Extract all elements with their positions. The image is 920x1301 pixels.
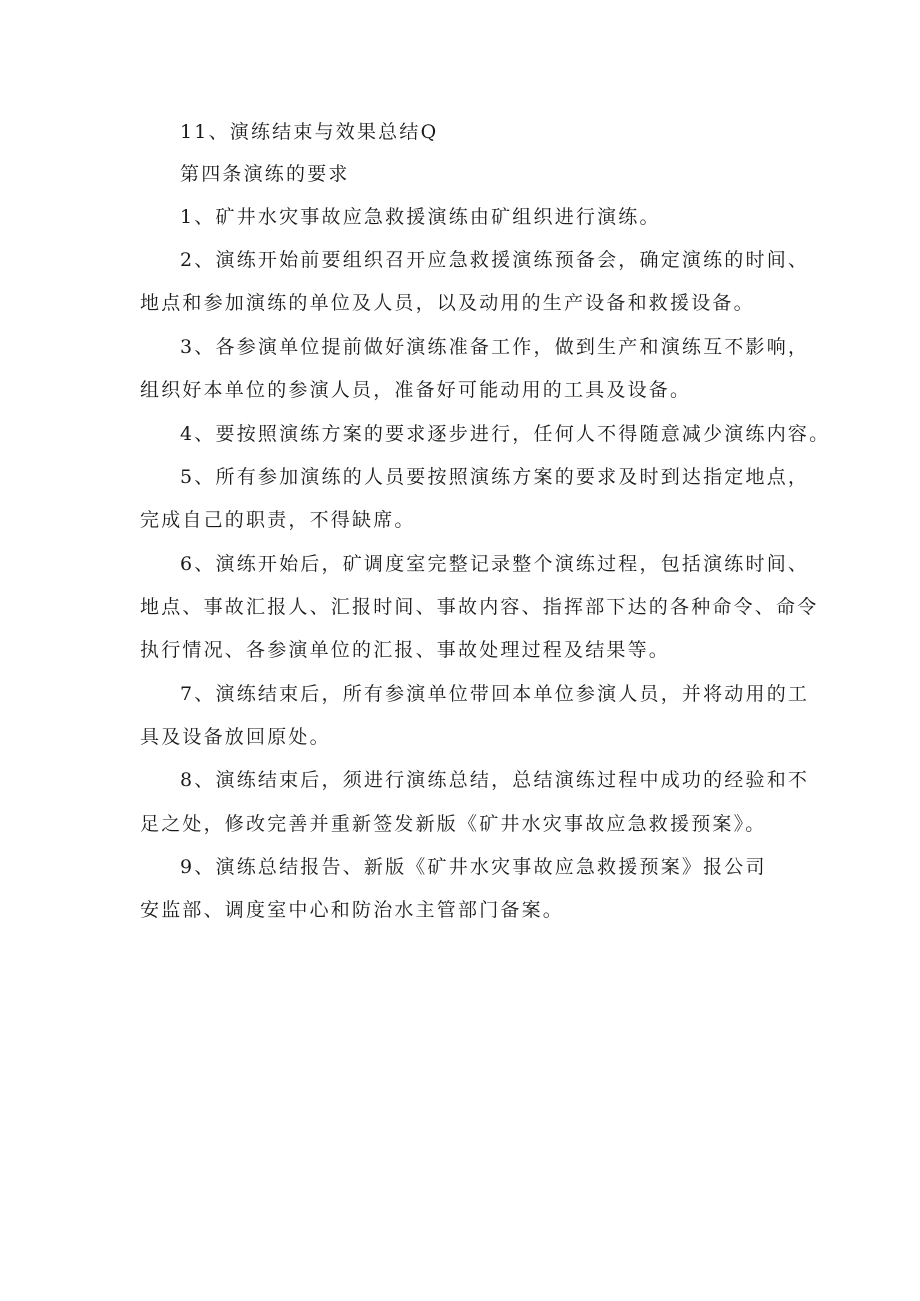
- requirement-3-line-1: 3、各参演单位提前做好演练准备工作，做到生产和演练互不影响，: [180, 336, 810, 358]
- requirement-7-line-1: 7、演练结束后，所有参演单位带回本单位参演人员，并将动用的工: [180, 683, 810, 705]
- requirement-2-line-1: 2、演练开始前要组织召开应急救援演练预备会，确定演练的时间、: [180, 249, 810, 271]
- requirement-2-line-2: 地点和参加演练的单位及人员，以及动用的生产设备和救援设备。: [140, 292, 755, 314]
- requirement-6-line-3: 执行情况、各参演单位的汇报、事故处理过程及结果等。: [140, 639, 671, 661]
- requirement-7-line-2: 具及设备放回原处。: [140, 726, 331, 748]
- requirement-3-line-2: 组织好本单位的参演人员，准备好可能动用的工具及设备。: [140, 379, 692, 401]
- requirement-4: 4、要按照演练方案的要求逐步进行，任何人不得随意减少演练内容。: [180, 423, 831, 445]
- requirement-8-line-1: 8、演练结束后，须进行演练总结，总结演练过程中成功的经验和不: [180, 769, 810, 791]
- article-4-heading: 第四条演练的要求: [180, 163, 350, 185]
- requirement-5-line-1: 5、所有参加演练的人员要按照演练方案的要求及时到达指定地点，: [180, 466, 810, 488]
- requirement-1: 1、矿井水灾事故应急救援演练由矿组织进行演练。: [180, 206, 661, 228]
- requirement-8-line-2: 足之处，修改完善并重新签发新版《矿井水灾事故应急救援预案》。: [140, 813, 767, 835]
- item-11-drill-end-summary: 11、演练结束与效果总结Q: [180, 121, 439, 143]
- requirement-9-line-1: 9、演练总结报告、新版《矿井水灾事故应急救援预案》报公司: [180, 856, 767, 878]
- requirement-9-line-2: 安监部、调度室中心和防治水主管部门备案。: [140, 899, 565, 921]
- requirement-6-line-2: 地点、事故汇报人、汇报时间、事故内容、指挥部下达的各种命令、命令: [140, 596, 819, 618]
- requirement-5-line-2: 完成自己的职责，不得缺席。: [140, 509, 416, 531]
- requirement-6-line-1: 6、演练开始后，矿调度室完整记录整个演练过程，包括演练时间、: [180, 553, 810, 575]
